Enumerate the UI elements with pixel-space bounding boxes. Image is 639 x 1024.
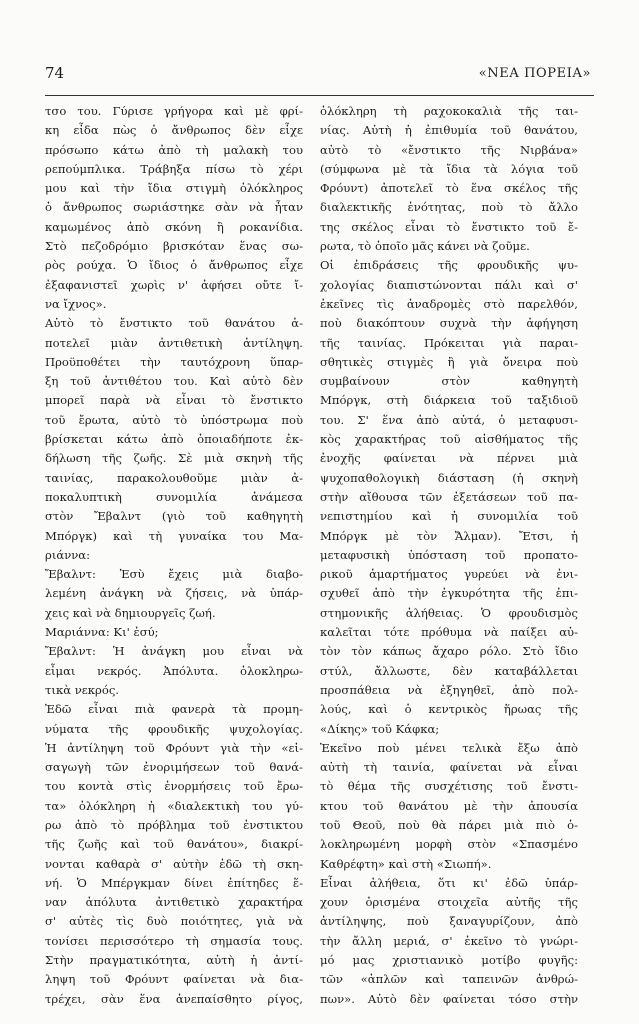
text-line: σ' αὐτὲς τὶς δυὸ ποιότητες, γιὰ νὰ [45,914,303,929]
text-line: τικὰ νεκρός. [45,682,119,697]
text-line: Ἔβαλντ: Ἐσὺ ἔχεις μιὰ διαβο- [45,567,303,582]
text-line: της σκέλος εἶναι τὸ ἔνστικτο τοῦ ἔ- [320,219,578,234]
text-line: ναν ἀπόλυτα ἀντιθετικὸ χαρακτήρα [45,895,303,910]
text-line: εἶμαι νεκρός. Ἀπόλυτα. ὁλοκληρω- [45,663,303,678]
text-line: Οἱ ἐπιδράσεις τῆς φρουδικῆς ψυ- [320,258,578,273]
text-line: στημονικῆς ἀλήθειας. Ὁ φρουδισμὸς [320,605,578,620]
text-line: Εἶναι ἀλήθεια, ὅτι κι' ἐδῶ ὑπάρ- [320,875,578,890]
text-line: αὐτὴ τὴ ταινία, φαίνεται νὰ εἶναι [320,760,578,775]
text-line: να ἴχνος». [45,296,107,311]
text-line: τὴν ἄλλη μεριά, σ' ἐκεῖνο τὸ γνώρι- [320,933,578,948]
text-line: ξη τοῦ ἀντιθέτου του. Καὶ αὐτὸ δὲν [45,374,303,389]
text-line: μεταφυσικὴ ὑπόσταση τοῦ προπατο- [320,547,578,562]
text-line: λεμένη ἀνάγκη νὰ ζήσεις, νὰ ὑπάρ- [45,586,303,601]
text-line: ριάννα: [45,547,91,562]
text-line: Αὐτὸ τὸ ἔνστικτο τοῦ θανάτου ἀ- [45,316,303,331]
text-line: κὸς χαρακτήρας τοῦ αἰσθήματος τῆς [320,432,578,447]
text-line: στύλ, ἄλλωστε, δὲν καταβάλλεται [320,663,578,678]
text-line: τὸν τὸν κάπως ἄχαρο ρόλο. Στὸ ἴδιο [320,644,578,659]
text-line: ἐνοχῆς φαίνεται νὰ πέρνει μιὰ [320,451,578,466]
text-line: τῆς ταινίας. Πρόκειται γιὰ παραι- [320,335,578,350]
text-line: ταινίας, παρακολουθοῦμε μιὰν ἀ- [45,470,303,485]
text-line: λοκληρωμένη μορφὴ στὸν «Σπασμένο [320,837,578,852]
text-line: ρικοῦ ἁμαρτήματος γυρεύει νὰ ἐνι- [320,567,578,582]
text-line: ἀντίληψης, ποὺ ξαναγυρίζουν, ἀπὸ [320,914,578,929]
text-line: κτου τοῦ θανάτου μὲ τὴν ἀπουσία [320,798,578,813]
text-line: καμωμένος ἀπὸ σκόνη ἢ ροκανίδια. [45,219,303,234]
text-line: Μπόργκ μὲ τὸν Ἄλμαν). Ἔτσι, ἡ [320,528,578,543]
text-line: Προϋποθέτει τὴν ταυτόχρονη ὕπαρ- [45,354,303,369]
text-line: σχυθεῖ ἀπὸ τὴν ἐγκυρότητα τῆς ἐπι- [320,586,578,601]
left-text-column [45,102,303,1009]
text-line: του κοντὰ στὶς ἐνορμήσεις τοῦ ἔρω- [45,779,303,794]
text-line: ποὺ διακόπτουν συχνὰ τὴν ἀφήγηση [320,316,578,331]
text-line: προσπάθεια νὰ ἐξηγηθεῖ, ἀπὸ πολ- [320,682,578,697]
text-line: στὸν Ἔβαλντ (γιὸ τοῦ καθηγητὴ [45,509,303,524]
text-line: νίας. Αὐτὴ ἡ ἐπιθυμία τοῦ θανάτου, [320,123,578,138]
text-line: συμβαίνουν στὸν καθηγητὴ [320,374,578,389]
text-line: Ἐκεῖνο ποὺ μένει τελικὰ ἔξω ἀπὸ [320,740,578,755]
text-line: νεπιστημίου καὶ ἡ συνομιλία τοῦ [320,509,578,524]
right-text-column [320,102,578,1009]
text-line: χουν ὁρισμένα στοιχεῖα αὐτῆς τῆς [320,895,578,910]
text-line: νονται καθαρὰ σ' αὐτὴν ἐδῶ τὴ σκη- [45,856,303,871]
text-line: μό μας χριστιανικὸ μοτίβο φυγῆς: [320,953,578,968]
text-line: λούς, καὶ ὁ κεντρικὸς ἥρωας τῆς [320,702,578,717]
text-line: ρὸς ρούχα. Ὁ ἴδιος ὁ ἄνθρωπος εἶχε [45,258,303,273]
text-line: Ἔβαλντ: Ἡ ἀνάγκη μου εἶναι νὰ [45,644,303,659]
text-line: ρω ἀπὸ τὸ πρόβλημα τοῦ ἐνστικτου [45,817,303,832]
text-line: ἐξαφανιστεῖ χωρὶς ν' ἀφήσει οὔτε ἴ- [45,277,303,292]
text-line: δήλωση τῆς ζωῆς. Σὲ μιὰ σκηνὴ τῆς [45,451,303,466]
text-line: σθητικὲς στιγμὲς ἢ γιὰ ὄνειρα ποὺ [320,354,578,369]
text-line: Μπόργκ) καὶ τὴ γυναίκα του Μα- [45,528,303,543]
text-line: σαγωγὴ τῶν ἐνοριμήσεων τοῦ θανά- [45,760,303,775]
text-line: νή. Ὁ Μπέργκμαν δίνει ἐπίτηδες ἕ- [45,875,303,890]
text-line: Μαριάννα: Κι' ἐσύ; [45,625,159,640]
text-line: τα» ὁλόκληρη ἡ «διαλεκτικὴ του γύ- [45,798,303,813]
text-line: χολογίας διαπιστώνονται πάλι καὶ σ' [320,277,578,292]
text-line: ἐκεῖνες τὶς ἀναδρομὲς στὸ παρελθόν, [320,296,578,311]
text-line: ρεπούμπλικα. Τράβηξα πίσω τὸ χέρι [45,161,303,176]
text-line: τὸ θέμα τῆς συσχέτισης τοῦ ἔνστι- [320,779,578,794]
text-line: τοῦ ἔρωτα, αὐτὸ τὸ ὑπόστρωμα ποὺ [45,412,303,427]
text-line: τοῦ Θεοῦ, ποὺ θὰ πάρει μιὰ πιὸ ὁ- [320,817,578,832]
text-line: χεις καὶ νὰ δημιουργεῖς ζωή. [45,605,216,620]
text-line: του. Σ' ἕνα ἀπὸ αὐτά, ὁ μεταφυσι- [320,412,578,427]
text-line: τσο του. Γύρισε γρήγορα καὶ μὲ φρί- [45,104,303,118]
text-line: Καθρέφτη» καὶ στὴ «Σιωπή». [320,856,492,871]
text-line: Μπόργκ, στὴ διάρκεια τοῦ ταξιδιοῦ [320,393,578,408]
text-line: τρέχει, σὰν ἕνα ἀνεπαίσθητο ρίγος, [45,991,303,1006]
text-line: ποκαλυπτικὴ συνομιλία ἀνάμεσα [45,489,303,504]
text-line: βρίσκεται κάτω ἀπὸ ὁποιαδήποτε ἐκ- [45,432,303,447]
text-line: μπορεῖ παρὰ νὰ εἶναι τὸ ἔνστικτο [45,393,303,408]
text-line: διαλεκτικῆς ἑνότητας, ποὺ τὸ ἄλλο [320,200,578,215]
text-line: τονίσει περισσότερο τὴ σημασία τους. [45,933,303,948]
text-line: στὴν αἴθουσα τῶν ἐξετάσεων τοῦ πα- [320,489,578,504]
text-line: τῆς ζωῆς καὶ τοῦ θανάτου», διακρί- [45,837,303,852]
text-line: ὁλόκληρη τὴ ραχοκοκαλιὰ τῆς ται- [320,104,578,118]
text-line: μου καὶ τὴν ἴδια στιγμὴ ὁλόκληρος [45,181,303,196]
text-line: πρόσωπο κάτω ἀπὸ τὴ μαλακὴ του [45,142,303,157]
text-line: (σύμφωνα μὲ τὰ ἴδια τὰ λόγια τοῦ [320,161,578,176]
text-line: Στὴν πραγματικότητα, αὐτὴ ἡ ἀντί- [45,953,303,968]
text-line: τῶν «ἀπλῶν καὶ ταπεινῶν ἀνθρώ- [320,972,578,987]
text-line: Ἡ ἀντίληψη τοῦ Φρόυντ γιὰ τὴν «εἰ- [45,740,303,755]
text-line: «Δίκης» τοῦ Κάφκα; [320,721,440,736]
header-rule [45,95,594,96]
text-line: Φρόυντ) ἀποτελεῖ τὸ ἕνα σκέλος τῆς [320,181,578,196]
text-line: ληψη τοῦ Φρόυντ φαίνεται νὰ δια- [45,972,303,987]
text-line: ρωτα, τὸ ὁποῖο μᾶς κάνει νὰ ζοῦμε. [320,239,530,254]
text-line: ποτελεῖ μιὰν ἀντιθετικὴ ἀντίληψη. [45,335,303,350]
text-line: νύματα τῆς φρουδικῆς ψυχολογίας. [45,721,303,736]
text-line: καλεῖται τότε πρόθυμα νὰ παίξει αὐ- [320,625,578,640]
text-line: πων». Αὐτὸ δὲν φαίνεται τόσο στὴν [320,991,578,1006]
running-title: «ΝΕΑ ΠΟΡΕΙΑ» [478,66,591,81]
text-line: κη εἶδα πὼς ὁ ἄνθρωπος δὲν εἶχε [45,123,303,138]
text-line: αὐτὸ τὸ «ἔνστικτο τῆς Νιρβάνα» [320,142,578,157]
page-number: 74 [45,64,65,82]
text-line: Ἐδῶ εἶναι πιὰ φανερὰ τὰ προμη- [45,702,303,717]
text-line: ψυχοπαθολογικὴ διάσταση (ἡ σκηνὴ [320,470,578,485]
text-line: Στὸ πεζοδρόμιο βρισκόταν ἕνας σω- [45,239,303,254]
text-line: ὁ ἄνθρωπος σωριάστηκε σὰν νὰ ἦταν [45,200,303,215]
